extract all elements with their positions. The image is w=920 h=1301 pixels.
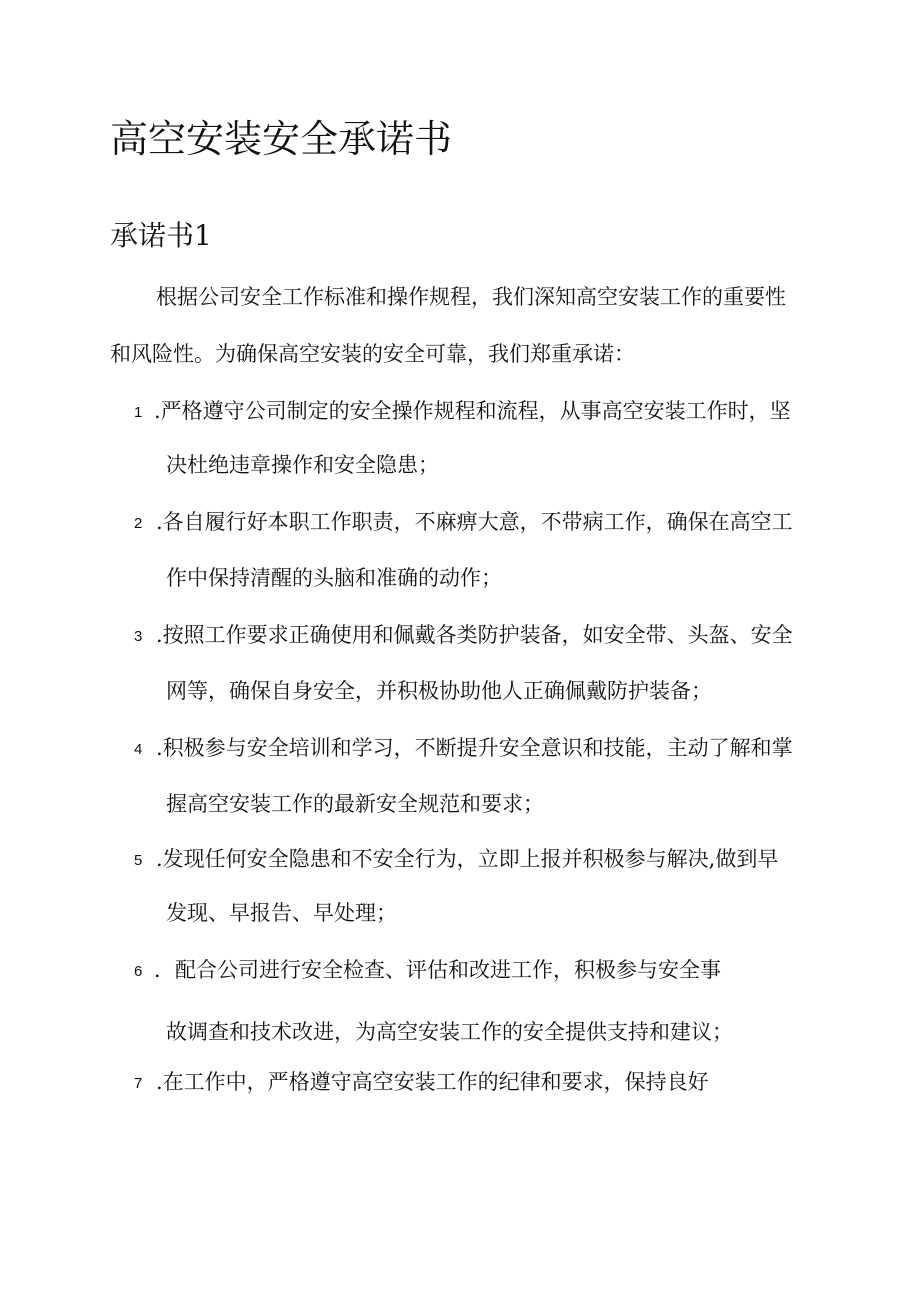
item-number-1: 1 (134, 404, 143, 421)
intro-line-2: 和风险性。为确保高空安装的安全可靠，我们郑重承诺： (110, 342, 635, 366)
item-5-line-2: 发现、早报告、早处理； (166, 901, 397, 925)
item-3-line-2: 网等，确保自身安全，并积极协助他人正确佩戴防护装备； (166, 679, 712, 703)
item-5-line-1: .发现任何安全隐患和不安全行为，立即上报并积极参与解决,做到早 (156, 847, 779, 871)
item-2-line-1: .各自履行好本职工作职责，不麻痹大意，不带病工作，确保在高空工 (156, 510, 793, 534)
section-title: 承诺书1 (110, 219, 212, 252)
item-1-line-1: .严格遵守公司制定的安全操作规程和流程，从事高空安装工作时，坚 (154, 399, 791, 423)
item-number-3: 3 (134, 628, 143, 645)
intro-line-1: 根据公司安全工作标准和操作规程，我们深知高空安装工作的重要性 (156, 285, 786, 309)
document-title: 高空安装安全承诺书 (110, 117, 453, 161)
item-6-line-1: ．配合公司进行安全检查、评估和改进工作，积极参与安全事 (154, 958, 721, 982)
item-number-6: 6 (134, 963, 143, 980)
item-2-line-2: 作中保持清醒的头脑和准确的动作； (166, 566, 502, 590)
item-3-line-1: .按照工作要求正确使用和佩戴各类防护装备，如安全带、头盔、安全 (156, 623, 793, 647)
item-number-2: 2 (134, 515, 143, 532)
item-number-7: 7 (134, 1075, 143, 1092)
item-6-line-2: 故调查和技术改进，为高空安装工作的安全提供支持和建议； (166, 1020, 733, 1044)
item-7-line-1: .在工作中，严格遵守高空安装工作的纪律和要求，保持良好 (156, 1070, 709, 1094)
item-1-line-2: 决杜绝违章操作和安全隐患； (166, 453, 439, 477)
item-number-4: 4 (134, 741, 143, 758)
item-4-line-2: 握高空安装工作的最新安全规范和要求； (166, 792, 544, 816)
item-number-5: 5 (134, 852, 143, 869)
item-4-line-1: .积极参与安全培训和学习，不断提升安全意识和技能，主动了解和掌 (156, 736, 793, 760)
